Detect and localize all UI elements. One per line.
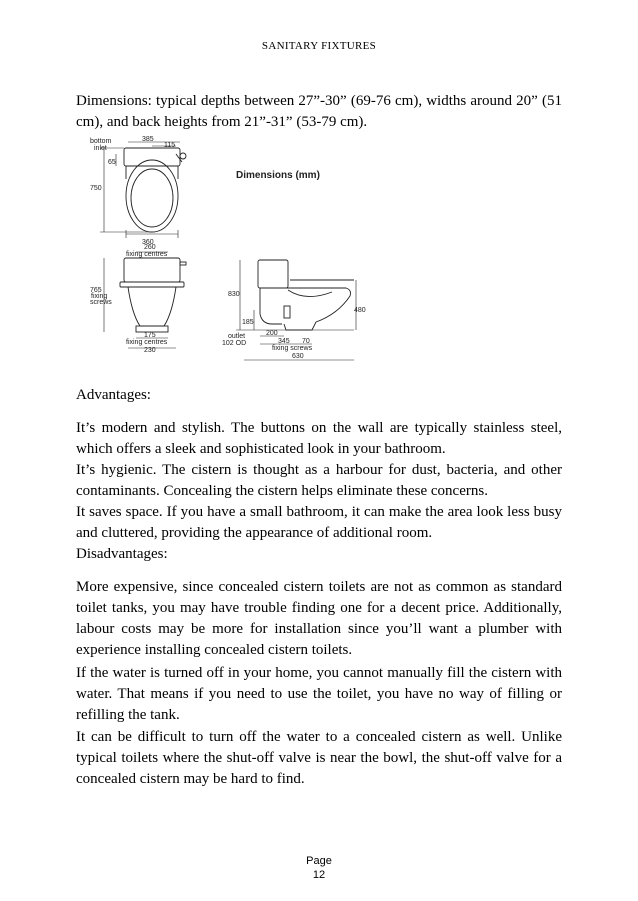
dim-label-385: 385 bbox=[142, 136, 154, 143]
advantages-heading: Advantages: bbox=[76, 387, 151, 403]
dim-label-345: 345 bbox=[278, 338, 290, 345]
dim-label-outlet: outlet bbox=[228, 333, 246, 340]
dim-label-115: 115 bbox=[164, 142, 176, 149]
cistern-top-view bbox=[124, 148, 180, 166]
toilet-dimensions-figure bbox=[76, 134, 366, 369]
dim-label-fixing-centres-bottom: fixing centres bbox=[126, 339, 168, 346]
cistern-front-view bbox=[124, 258, 180, 282]
figure-title: Dimensions (mm) bbox=[236, 170, 320, 181]
page-number: 12 bbox=[312, 869, 326, 881]
dim-label-260: 260 bbox=[144, 244, 156, 251]
bowl-top-view bbox=[126, 160, 178, 232]
advantage-paragraph-2: It’s hygienic. The cistern is thought as a harbour for dust, bacteria, and other contaminants. Concealing the cistern helps eliminate these concerns. bbox=[76, 462, 562, 499]
disadvantage-paragraph-2: If the water is turned off in your home, you cannot manually fill the cistern with water. That means if you need to use the toilet, you have no way of filling or refilling the tank. bbox=[76, 665, 562, 723]
page-footer bbox=[0, 854, 638, 882]
page-label: Page bbox=[306, 855, 332, 867]
dim-label-102-od: 102 OD bbox=[222, 340, 247, 347]
dim-label-185: 185 bbox=[242, 319, 254, 326]
dim-label-830: 830 bbox=[228, 291, 240, 298]
dim-label-765: 765 bbox=[90, 287, 102, 294]
disadvantages-heading: Disadvantages: bbox=[76, 546, 168, 562]
toilet-dimensions-drawing bbox=[76, 134, 366, 369]
bowl-front-view bbox=[128, 287, 176, 326]
dim-label-70: 70 bbox=[302, 338, 310, 345]
lever-icon bbox=[180, 153, 186, 159]
dim-label-fixing: fixing bbox=[91, 293, 108, 300]
advantage-paragraph-3: It saves space. If you have a small bathroom, it can make the area look less busy and cluttered, providing the appearance of additional room. bbox=[76, 504, 562, 541]
dim-label-630: 630 bbox=[292, 353, 304, 360]
dim-label-inlet: inlet bbox=[94, 145, 107, 152]
disadvantage-paragraph-1: More expensive, since concealed cistern toilets are not as common as standard toilet tanks, you may have trouble finding one for a decent price. Additionally, labour costs may be more for installation since you’ll want a plumber with experience installing concealed cistern toilets. bbox=[76, 579, 562, 658]
dim-label-fixing-screws: fixing screws bbox=[272, 345, 313, 352]
dim-label-65: 65 bbox=[108, 159, 116, 166]
cistern-side-view bbox=[258, 260, 288, 288]
bowl-side-view bbox=[282, 288, 351, 330]
dim-label-230: 230 bbox=[144, 347, 156, 354]
dim-label-480: 480 bbox=[354, 307, 366, 314]
dim-label-175: 175 bbox=[144, 332, 156, 339]
dim-label-bottom: bottom bbox=[90, 138, 112, 145]
intro-paragraph: Dimensions: typical depths between 27”-30” (69-76 cm), widths around 20” (51 cm), and back heights from 21”-31” (53-79 cm). bbox=[76, 93, 562, 130]
dim-label-750: 750 bbox=[90, 185, 102, 192]
dim-label-screws: screws bbox=[90, 299, 112, 306]
dim-label-fixing-centres-top: fixing centres bbox=[126, 251, 168, 258]
dim-label-360: 360 bbox=[142, 239, 154, 246]
advantage-paragraph-1: It’s modern and stylish. The buttons on the wall are typically stainless steel, which offers a sleek and sophisticated look in your bathroom. bbox=[76, 420, 562, 457]
disadvantage-paragraph-3: It can be difficult to turn off the water to a concealed cistern as well. Unlike typical toilets where the shut-off valve is near the bowl, the shut-off valve for a concealed cistern may be hard to find. bbox=[76, 729, 562, 787]
dim-label-200: 200 bbox=[266, 330, 278, 337]
running-header: SANITARY FIXTURES bbox=[261, 40, 377, 52]
